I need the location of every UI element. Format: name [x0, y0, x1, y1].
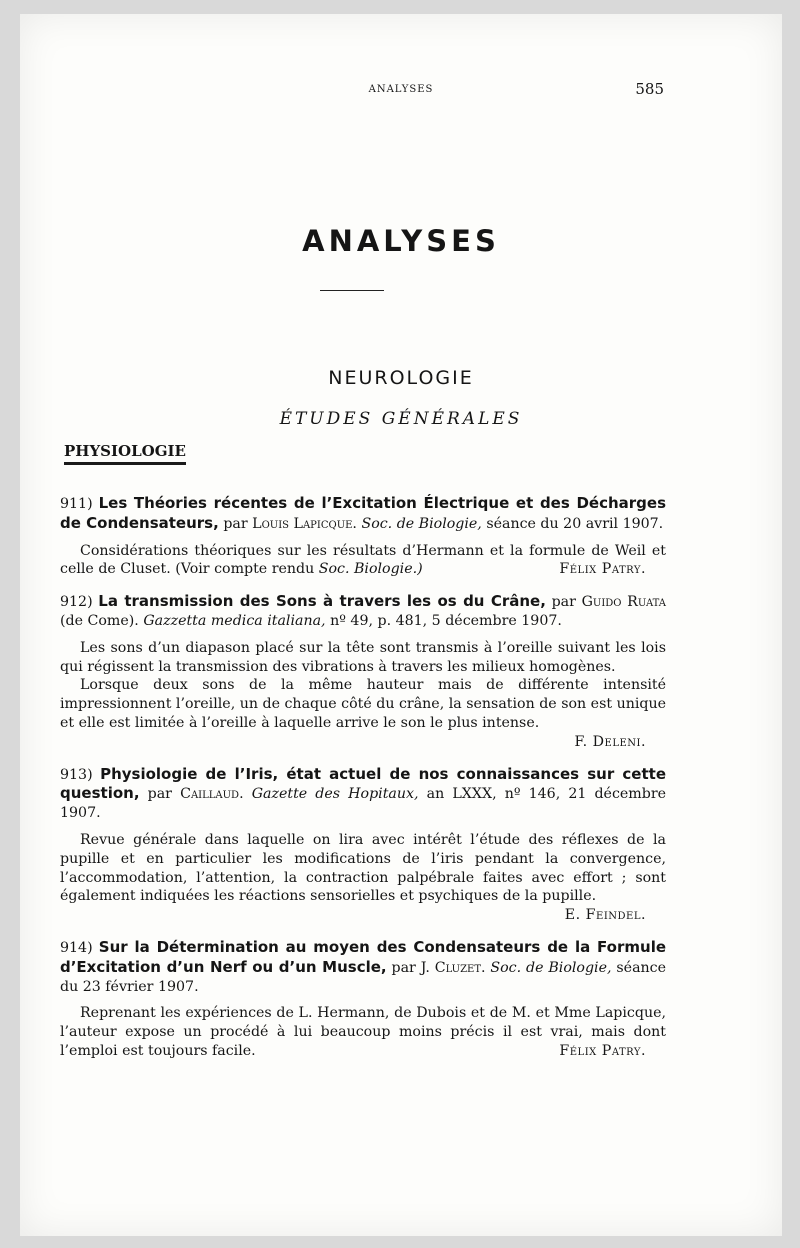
article-paragraph [60, 1004, 666, 1060]
article-paragraph: Les sons d’un diapason placé sur la tête sont transmis à l’oreille suivant les lois qui régissent la transmission des vibrations à travers les milieux homogènes. [60, 639, 666, 675]
article-signature: Félix Patry. [559, 1042, 646, 1059]
article-by: par [391, 959, 416, 976]
article-date: séance du 23 février 1907. [60, 959, 667, 995]
page-title: ANALYSES [302, 224, 500, 258]
article-source: Soc. de Biologie, [490, 959, 612, 976]
article-reference: Soc. Biologie.) [318, 561, 423, 578]
article-signature: F. Deleni. [574, 733, 646, 750]
article-signature: E. Feindel. [564, 907, 646, 924]
article-source: Gazzetta medica italiana, [143, 612, 326, 629]
article-title: La transmission des Sons à travers les os du Crâne, [98, 592, 546, 611]
page-number: 585 [635, 80, 664, 98]
articles-body [60, 494, 666, 1074]
article-913 [60, 765, 666, 925]
article-author: Guido Ruata [581, 594, 666, 611]
article-author: Louis Lapicque. [252, 515, 357, 532]
article-title: Les Théories récentes de l’Excitation Électrique et des Décharges de Condensateurs, [60, 494, 666, 532]
section-heading: NEUROLOGIE [328, 367, 474, 389]
article-date: an LXXX, nº 146, 21 décembre 1907. [60, 786, 667, 822]
article-number: 912) [60, 594, 93, 611]
article-by: par [147, 786, 172, 803]
article-title: Sur la Détermination au moyen des Condensateurs de la Formule d’Excitation d’un Nerf ou d’un Muscle, [60, 937, 667, 976]
article-914 [60, 938, 666, 1061]
article-paragraph: Lorsque deux sons de la même hauteur mais de différente intensité impressionnent l’oreille, un de chaque côté du crâne, la sensation de son est unique et elle est limitée à l’oreille à laquelle arrive le son le plus intense. [60, 677, 666, 731]
article-title: Physiologie de l’Iris, état actuel de nos connaissances sur cette question, [60, 764, 666, 803]
article-source: Gazette des Hopitaux, [251, 786, 419, 803]
article-number: 913) [60, 766, 93, 783]
article-author: J. Cluzet. [420, 959, 486, 976]
article-place: (de Come). [60, 612, 139, 629]
article-author: Caillaud. [180, 786, 244, 803]
article-heading [60, 592, 666, 631]
running-head: ANALYSES [368, 84, 434, 95]
article-number: 914) [60, 939, 93, 956]
article-paragraph: Revue générale dans laquelle on lira avec intérêt l’étude des réflexes de la pupille et en particulier les modifications de l’iris pendant la convergence, l’accommodation, l’attention, la contraction palpébrale faites avec effort ; sont également indiquées les réactions sensorielles et psychiques de la pupille. [60, 831, 666, 905]
book-page [20, 14, 782, 1236]
title-rule [320, 290, 384, 291]
article-heading [60, 494, 666, 534]
subsection-heading: ÉTUDES GÉNÉRALES [279, 409, 523, 429]
article-heading [60, 765, 666, 823]
paragraph-text: Considérations théoriques sur les résultats d’Hermann et la formule de Weil et celle de Cluset. (Voir compte rendu [60, 542, 666, 578]
article-source: Soc. de Biologie, [361, 515, 482, 532]
article-heading [60, 938, 666, 996]
article-date: séance du 20 avril 1907. [486, 515, 664, 532]
article-by: par [551, 594, 576, 611]
article-date: nº 49, p. 481, 5 décembre 1907. [330, 612, 562, 629]
article-signature: Félix Patry. [559, 561, 646, 578]
paragraph-text: Reprenant les expériences de L. Hermann, de Dubois et de M. et Mme Lapicque, l’auteur expose un procédé à lui beaucoup moins précis il est vrai, mais dont l’emploi est toujours facile. [60, 1005, 666, 1059]
article-911 [60, 494, 666, 579]
rubric-heading: PHYSIOLOGIE [64, 442, 186, 465]
article-number: 911) [60, 496, 93, 512]
article-paragraph [60, 542, 666, 580]
article-912 [60, 592, 666, 751]
article-by: par [223, 515, 248, 532]
